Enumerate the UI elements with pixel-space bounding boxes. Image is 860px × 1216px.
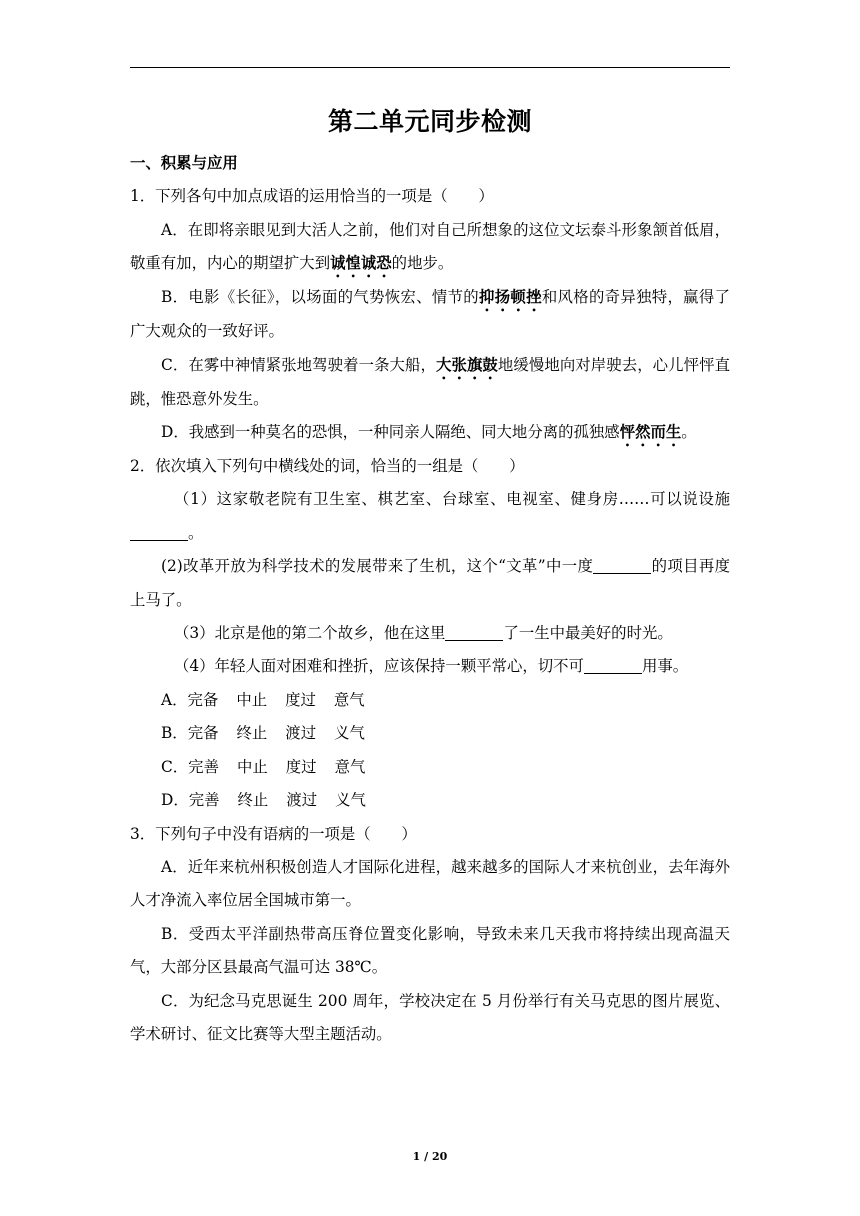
question-3-option-a: A．近年来杭州积极创造人才国际化进程，越来越多的国际人才来杭创业，去年海外人才净流入率位居全国城市第一。 bbox=[130, 857, 730, 910]
document-body bbox=[130, 147, 730, 1051]
question-1-option-c: C．在雾中神情紧张地驾驶着一条大船，大张旗鼓地缓慢地向对岸驶去，心儿怦怦直跳，惟恐意外发生。 bbox=[130, 355, 730, 408]
fill-blank bbox=[593, 558, 651, 574]
question-2-option-d: D．完善 终止 渡过 义气 bbox=[161, 791, 366, 810]
question-2-sentence-3: （3）北京是他的第二个故乡，他在这里 了一生中最美好的时光。 bbox=[174, 624, 673, 643]
section-heading: 一、积累与应用 bbox=[130, 154, 238, 172]
fill-blank bbox=[445, 625, 503, 641]
question-2-stem: 2．依次填入下列句中横线处的词，恰当的一组是（ ） bbox=[130, 457, 525, 476]
page-title: 第二单元同步检测 bbox=[327, 107, 532, 136]
question-2-sentence-2: (2)改革开放为科学技术的发展带来了生机，这个“文革”中一度 的项目再度上马了。 bbox=[130, 557, 730, 609]
question-1-option-b: B．电影《长征》，以场面的气势恢宏、情节的抑扬顿挫和风格的奇异独特，赢得了广大观众的一致好评。 bbox=[130, 288, 730, 341]
page-indicator: 1 / 20 bbox=[412, 1150, 448, 1163]
fill-blank bbox=[584, 658, 642, 674]
question-2-option-c: C．完善 中止 度过 意气 bbox=[161, 757, 366, 776]
question-1-stem: 1．下列各句中加点成语的运用恰当的一项是（ ） bbox=[130, 187, 494, 206]
emphasized-idiom: 大张旗鼓 bbox=[435, 355, 498, 374]
question-1-option-d: D．我感到一种莫名的恐惧，一种同亲人隔绝、同大地分离的孤独感怦然而生。 bbox=[161, 423, 697, 442]
question-1-option-a: A．在即将亲眼见到大活人之前，他们对自己所想象的这位文坛泰斗形象颔首低眉，敬重有加，内心的期望扩大到诚惶诚恐的地步。 bbox=[130, 220, 730, 273]
header-rule bbox=[130, 67, 730, 68]
question-3-option-b: B．受西太平洋副热带高压脊位置变化影响，导致未来几天我市将持续出现高温天气，大部分区县最高气温可达 38℃。 bbox=[130, 924, 730, 977]
question-3-option-c: C．为纪念马克思诞生 200 周年，学校决定在 5 月份举行有关马克思的图片展览、学术研讨、征文比赛等大型主题活动。 bbox=[130, 991, 730, 1043]
emphasized-idiom: 诚惶诚恐 bbox=[330, 254, 392, 273]
question-3-stem: 3．下列句子中没有语病的一项是（ ） bbox=[130, 824, 417, 843]
question-2-option-a: A．完备 中止 度过 意气 bbox=[161, 690, 365, 709]
fill-blank bbox=[130, 524, 188, 540]
question-2-option-b: B．完备 终止 渡过 义气 bbox=[161, 724, 365, 743]
emphasized-idiom: 怦然而生 bbox=[619, 423, 682, 442]
question-2-sentence-4: （4）年轻人面对困难和挫折，应该保持一颗平常心，切不可 用事。 bbox=[174, 657, 689, 676]
emphasized-idiom: 抑扬顿挫 bbox=[479, 288, 542, 307]
question-2-sentence-1: （1）这家敬老院有卫生室、棋艺室、台球室、电视室、健身房……可以说设施。 bbox=[130, 483, 730, 550]
